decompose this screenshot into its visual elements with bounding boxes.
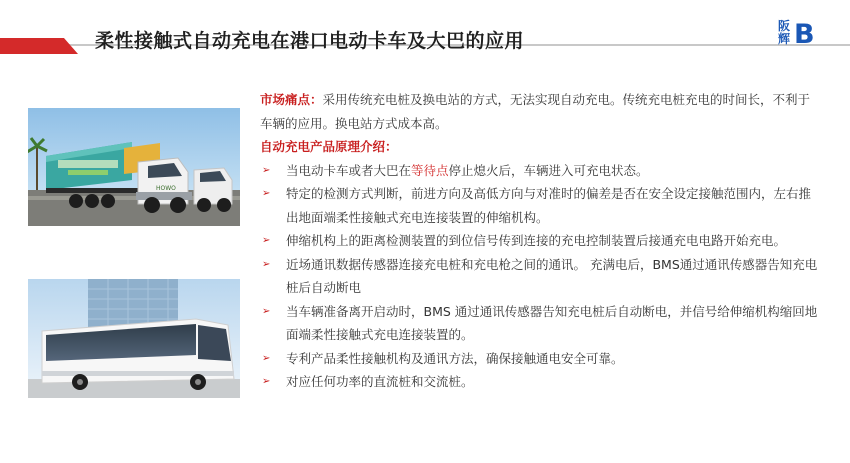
arrow-bullet-icon: ➢ <box>262 305 271 317</box>
list-item <box>260 182 820 229</box>
bullet-text: 当车辆准备离开启动时，BMS 通过通讯传感器告知充电桩后自动断电，并信号给伸缩机构缩回地面端柔性接触式充电连接装置的。 <box>286 303 818 342</box>
arrow-bullet-icon: ➢ <box>262 188 271 199</box>
arrow-bullet-icon: ➢ <box>262 258 271 270</box>
pain-point-text: 采用传统充电桩及换电站的方式，无法实现自动充电。传统充电桩充电的时间长，不利于车辆的应用。换电站方式成本高。 <box>260 92 811 131</box>
bullet-text: 专利产品柔性接触机构及通讯方法，确保接触通电安全可靠。 <box>286 350 624 366</box>
principle-list <box>260 159 820 394</box>
list-item <box>260 300 820 347</box>
list-item <box>260 370 820 394</box>
arrow-bullet-icon: ➢ <box>262 235 271 246</box>
list-item <box>260 253 820 300</box>
list-item <box>260 347 820 371</box>
pain-point-label: 市场痛点： <box>260 92 323 107</box>
bullet-text: 特定的检测方式判断，前进方向及高低方向与对准时的偏差是否在安全设定接触范围内，左右推出地面端柔性接触式充电连接装置的伸缩机构。 <box>286 186 812 225</box>
header-accent <box>0 38 78 54</box>
list-item <box>260 159 820 183</box>
bullet-highlight: 等待点 <box>411 162 449 178</box>
logo-letter: B <box>794 19 815 50</box>
bullet-text: 当电动卡车或者大巴在 <box>286 162 412 178</box>
bullet-text: 近场通讯数据传感器连接充电桩和充电枪之间的通讯。 充满电后，BMS通过通讯传感器告知充电桩后自动断电 <box>286 256 818 295</box>
arrow-bullet-icon: ➢ <box>262 164 271 176</box>
bus-photo <box>28 279 240 398</box>
svg-text:HOWO: HOWO <box>156 185 176 192</box>
list-item <box>260 229 820 253</box>
arrow-bullet-icon: ➢ <box>262 376 271 387</box>
logo-text: 阪辉 <box>778 19 791 46</box>
principle-title: 自动充电产品原理介绍： <box>260 139 398 154</box>
bullet-text: 停止熄火后，车辆进入可充电状态。 <box>448 162 649 178</box>
company-logo <box>778 20 816 50</box>
slide-content <box>260 88 820 394</box>
slide-header <box>0 0 850 62</box>
slide-title: 柔性接触式自动充电在港口电动卡车及大巴的应用 <box>95 30 525 52</box>
bullet-text: 伸缩机构上的距离检测装置的到位信号传到连接的充电控制装置后接通充电电路开始充电。 <box>286 233 787 248</box>
pain-point-paragraph <box>260 88 820 135</box>
truck-photo <box>28 108 240 226</box>
bullet-text: 对应任何功率的直流桩和交流桩。 <box>286 374 474 389</box>
arrow-bullet-icon: ➢ <box>262 352 271 364</box>
